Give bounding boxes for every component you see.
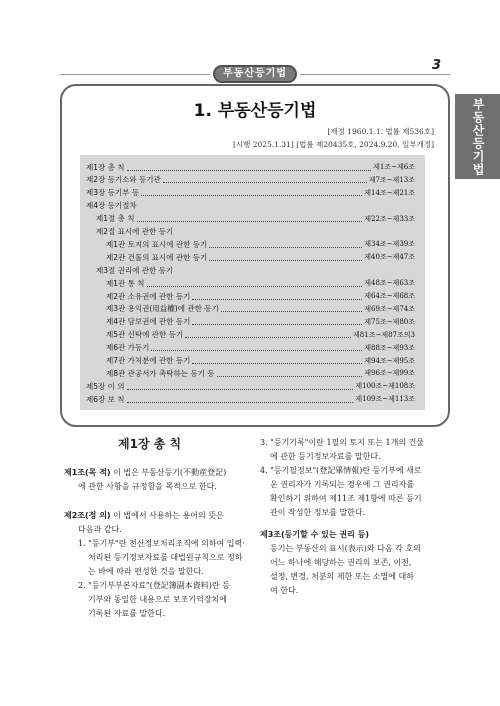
toc-label: 제2장 등기소와 등기관 — [86, 175, 161, 185]
toc-label: 제1관 통 칙 — [106, 278, 145, 288]
toc-row — [86, 393, 415, 405]
toc-leader — [163, 176, 367, 183]
article-text: 설정, 변경, 처분의 제한 또는 소멸에 대하 — [270, 572, 414, 581]
toc-leader — [127, 164, 372, 171]
toc-label: 제6관 가등기 — [106, 343, 150, 353]
toc-ref: 제69조~제74조 — [364, 304, 415, 313]
toc-row — [86, 277, 415, 289]
toc-ref: 제34조~제39조 — [364, 240, 415, 249]
article-text: 여 한다. — [270, 586, 299, 595]
toc-label: 제5장 이 의 — [86, 381, 125, 391]
article-text: 이 법은 부동산등기(不動産登記) — [110, 468, 227, 477]
toc-label: 제5관 신탁에 관한 등기 — [106, 330, 184, 340]
toc-row — [86, 174, 415, 186]
toc-ref: 제96조~제99조 — [364, 369, 415, 378]
article-heading: 제3조(등기할 수 있는 권리 등) — [260, 530, 370, 539]
toc-ref: 제22조~제33조 — [364, 214, 415, 223]
header-rule-right — [300, 74, 450, 75]
toc-label: 제7관 가처분에 관한 등기 — [106, 356, 191, 365]
chapter-title: 제1장 총 칙 — [118, 437, 182, 451]
toc-leader — [209, 254, 362, 261]
toc-leader — [185, 331, 351, 338]
article-text: 다음과 같다. — [78, 525, 122, 534]
article-text: 등기는 부동산의 표시(表示)와 다음 각 호의 — [270, 544, 421, 553]
toc-row — [86, 380, 415, 392]
toc-label: 제2관 건물의 표시에 관한 등기 — [106, 252, 208, 262]
list-item: 확인하기 위하여 제11조 제1항에 따른 등기 — [270, 494, 422, 503]
article-text: 어느 하나에 해당하는 권리의 보존, 이전, — [270, 558, 412, 567]
toc-ref: 제88조~제93조 — [364, 343, 415, 352]
toc-label: 제2관 소유권에 관한 등기 — [106, 291, 191, 301]
toc-ref: 제100조~제108조 — [355, 382, 415, 391]
article-heading: 제2조(정 의) — [64, 511, 111, 520]
list-item: 처리된 등기정보자료를 대법원규칙으로 정하 — [88, 553, 243, 562]
toc-label: 제3장 등기부 등 — [86, 188, 140, 198]
list-item: 2. "등기부부본자료"(登記簿副本資料)란 등 — [78, 581, 230, 590]
toc-ref: 제81조~제87조의3 — [353, 330, 415, 339]
toc-row — [86, 251, 415, 263]
article-1 — [64, 466, 264, 494]
law-enacted: [제정 1960.1.1. 법률 제536호] — [327, 127, 434, 136]
toc-ref: 제109조~제113조 — [355, 395, 415, 404]
law-enforced: [시행 2025.1.31] [법률 제20435호, 2024.9.20, 일부개정] — [232, 140, 434, 149]
article-text: 에 관한 사항을 규정함을 목적으로 한다. — [78, 482, 217, 491]
toc-ref: 제7조~제13조 — [368, 175, 415, 184]
article-text: 이 법에서 사용하는 용어의 뜻은 — [110, 511, 224, 520]
toc-row — [86, 187, 415, 199]
toc-label: 제4관 담보권에 관한 등기 — [106, 317, 191, 327]
table-of-contents — [80, 155, 425, 410]
toc-row — [86, 290, 415, 302]
toc-label: 제3관 용익권(用益權)에 관한 등기 — [106, 304, 219, 314]
toc-label: 제2절 표시에 관한 등기 — [96, 227, 174, 236]
toc-leader — [127, 383, 354, 390]
toc-ref: 제94조~제95조 — [364, 356, 415, 365]
right-column — [260, 436, 465, 598]
side-tab: 부동산등기법 — [455, 94, 500, 179]
toc-label: 제3절 권리에 관한 등기 — [96, 265, 174, 275]
toc-row — [86, 161, 415, 173]
toc-label: 제1절 총 칙 — [96, 214, 135, 224]
section-label: 부동산등기법 — [213, 65, 297, 83]
article-2 — [64, 509, 269, 621]
toc-leader — [217, 370, 363, 377]
toc-ref: 제14조~제21조 — [364, 188, 415, 197]
toc-row — [86, 316, 415, 328]
toc-leader — [141, 189, 362, 196]
toc-label: 제4장 등기절차 — [86, 201, 137, 211]
toc-ref: 제48조~제63조 — [364, 279, 415, 288]
toc-leader — [137, 215, 363, 222]
toc-row — [86, 303, 415, 315]
toc-ref: 제40조~제47조 — [364, 253, 415, 262]
article-heading: 제1조(목 적) — [64, 468, 111, 477]
list-item: 운 권리자가 기록되는 경우에 그 권리자를 — [270, 480, 415, 489]
page-number: 3 — [432, 58, 442, 73]
law-title: 1. 부동산등기법 — [193, 101, 317, 121]
toc-ref: 제64조~제68조 — [364, 292, 415, 300]
list-item: 기록된 자료를 말한다. — [88, 609, 166, 618]
list-item: 관이 작성한 정보를 말한다. — [270, 508, 366, 517]
toc-leader — [127, 396, 354, 403]
toc-label: 제1장 총 칙 — [86, 162, 125, 172]
toc-leader — [151, 344, 362, 351]
toc-row — [86, 264, 415, 276]
list-item: 는 바에 따라 편성한 것을 말한다. — [88, 567, 204, 576]
list-item: 1. "등기부"란 전산정보처리조직에 의하여 입력· — [78, 539, 245, 548]
toc-row — [86, 238, 415, 250]
toc-leader — [192, 293, 362, 300]
toc-row — [86, 342, 415, 354]
toc-leader — [192, 357, 362, 364]
toc-ref: 제75조~제80조 — [364, 317, 415, 326]
toc-row — [86, 200, 415, 212]
list-item: 기부와 동일한 내용으로 보조기억장치에 — [88, 595, 228, 604]
toc-leader — [221, 305, 363, 312]
toc-row — [86, 355, 415, 367]
toc-label: 제6장 보 칙 — [86, 394, 125, 404]
toc-leader — [147, 280, 363, 287]
toc-label: 제8관 관공서가 촉탁하는 등기 등 — [106, 368, 215, 378]
header-rule-left — [60, 74, 210, 75]
toc-row — [86, 226, 415, 238]
toc-leader — [209, 241, 362, 248]
toc-row — [86, 367, 415, 379]
toc-label: 제1관 토지의 표시에 관한 등기 — [106, 239, 208, 249]
toc-ref: 제1조~제6조 — [373, 163, 415, 171]
list-item: 에 관한 등기정보자료를 말한다. — [270, 452, 381, 461]
list-item: 4. "등기필정보"(登記畢情報)란 등기부에 새로 — [260, 466, 422, 475]
toc-leader — [192, 318, 362, 325]
toc-row — [86, 329, 415, 341]
toc-row — [86, 213, 415, 225]
list-item: 3. "등기기록"이란 1필의 토지 또는 1개의 건물 — [260, 438, 425, 447]
